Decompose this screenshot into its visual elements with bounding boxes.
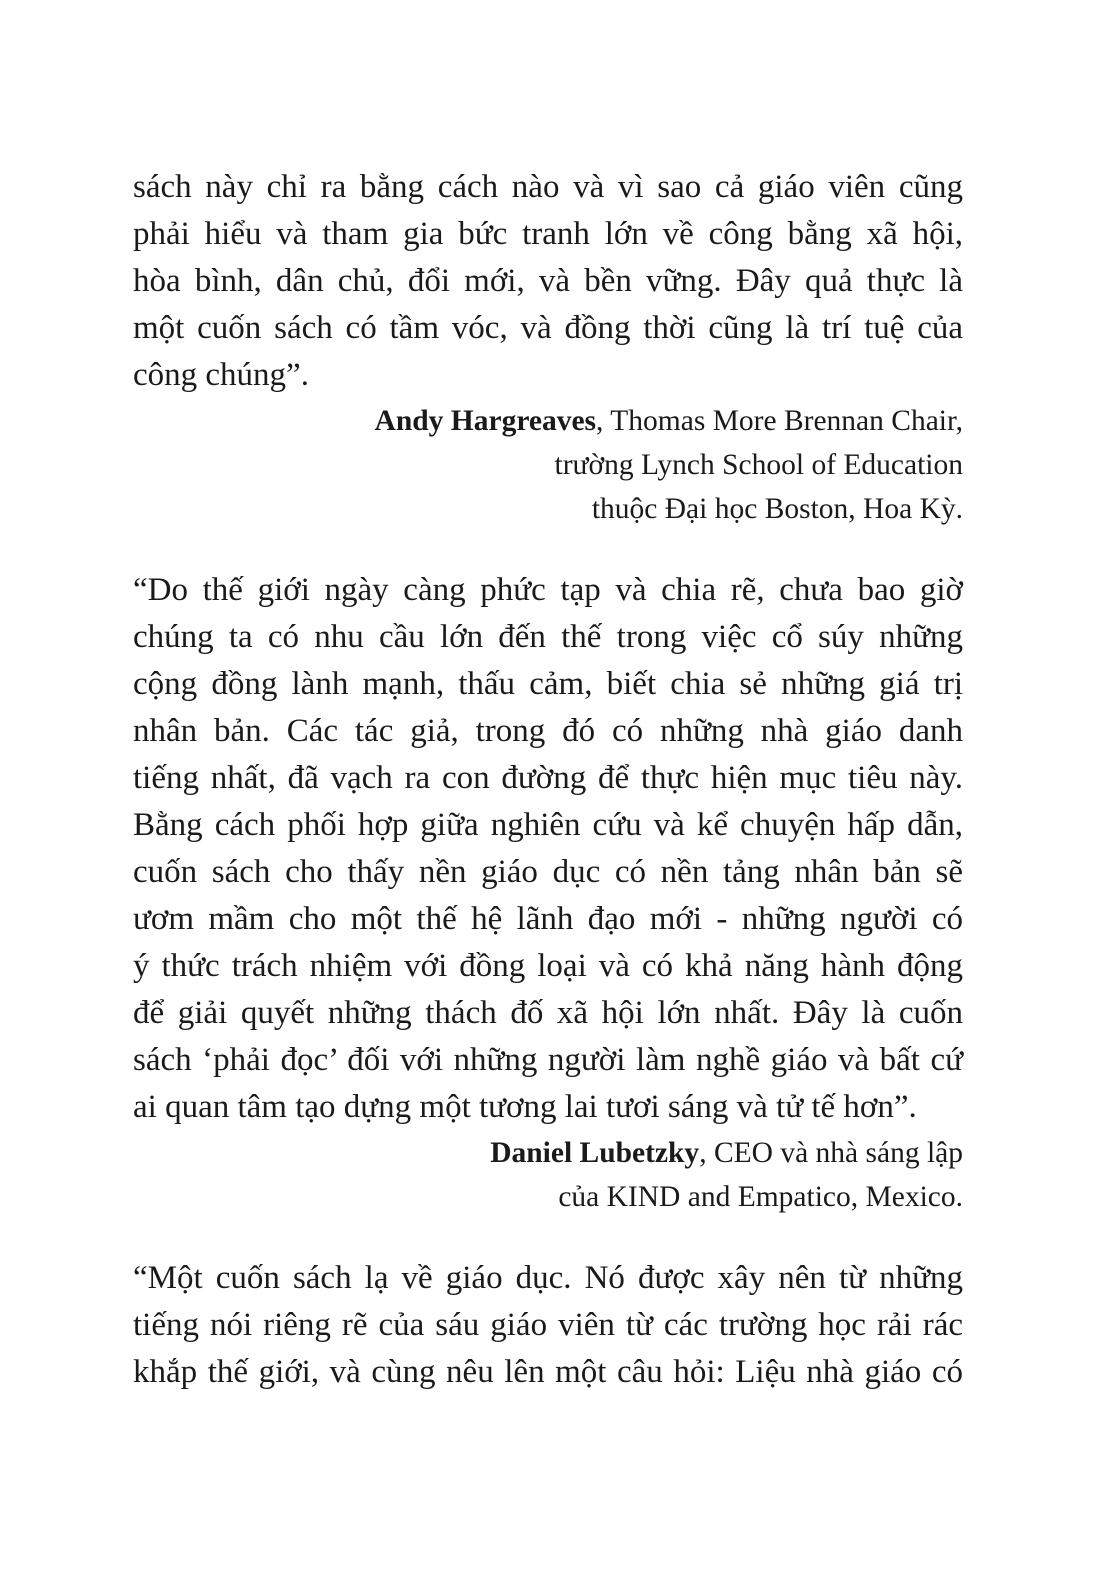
quote-2-line: để giải quyết những thách đố xã hội lớn nhất. Đây là cuốn: [133, 995, 963, 1031]
quote-1-line: sách này chỉ ra bằng cách nào và vì sao cả giáo viên cũng: [133, 169, 963, 205]
quote-2-line: nhân bản. Các tác giả, trong đó có những nhà giáo danh: [133, 713, 963, 749]
quote-1-line: phải hiểu và tham gia bức tranh lớn về công bằng xã hội,: [133, 216, 963, 252]
quote-2-line: ươm mầm cho một thế hệ lãnh đạo mới - những người có: [133, 901, 963, 937]
quote-2-line: tiếng nhất, đã vạch ra con đường để thực hiện mục tiêu này.: [133, 760, 963, 796]
attribution-1: [133, 399, 963, 531]
quote-2-line: cộng đồng lành mạnh, thấu cảm, biết chia sẻ những giá trị: [133, 666, 963, 702]
quote-2: [133, 567, 963, 1131]
quote-1-line: một cuốn sách có tầm vóc, và đồng thời cũng là trí tuệ của: [133, 310, 963, 346]
quote-2-line: Bằng cách phối hợp giữa nghiên cứu và kể chuyện hấp dẫn,: [133, 807, 963, 843]
attribution-2-line-1: [133, 1131, 963, 1175]
quote-2-line: sách ‘phải đọc’ đối với những người làm nghề giáo và bất cứ: [133, 1042, 963, 1078]
attribution-1-name: Andy Hargreaves: [374, 405, 597, 437]
quote-2-line: ý thức trách nhiệm với đồng loại và có khả năng hành động: [133, 948, 963, 984]
quote-3-line: tiếng nói riêng rẽ của sáu giáo viên từ các trường học rải rác: [133, 1307, 963, 1343]
attribution-2-line-2: của KIND and Empatico, Mexico.: [558, 1181, 963, 1213]
quote-3-line: khắp thế giới, và cùng nêu lên một câu hỏi: Liệu nhà giáo có: [133, 1354, 963, 1390]
quote-2-line: cuốn sách cho thấy nền giáo dục có nền tảng nhân bản sẽ: [133, 854, 963, 890]
quote-2-line: ai quan tâm tạo dựng một tương lai tươi sáng và tử tế hơn”.: [133, 1089, 917, 1125]
attribution-2-title: , CEO và nhà sáng lập: [699, 1137, 963, 1169]
quote-2-line: chúng ta có nhu cầu lớn đến thế trong việc cổ súy những: [133, 619, 963, 655]
attribution-1-line-2: trường Lynch School of Education: [554, 449, 963, 481]
attribution-1-title: , Thomas More Brennan Chair,: [596, 405, 963, 437]
quote-1-line: hòa bình, dân chủ, đổi mới, và bền vững. Đây quả thực là: [133, 263, 963, 299]
book-page: [133, 164, 963, 1396]
attribution-2-name: Daniel Lubetzky: [490, 1137, 700, 1169]
quote-1-line: công chúng”.: [133, 357, 309, 393]
attribution-1-line-3: thuộc Đại học Boston, Hoa Kỳ.: [591, 493, 963, 525]
spacer: [133, 1219, 963, 1255]
spacer: [133, 531, 963, 567]
attribution-1-line-1: [133, 399, 963, 443]
attribution-2: [133, 1131, 963, 1219]
quote-2-line: “Do thế giới ngày càng phức tạp và chia rẽ, chưa bao giờ: [133, 572, 963, 608]
quote-1: [133, 164, 963, 399]
quote-3-line: “Một cuốn sách lạ về giáo dục. Nó được xây nên từ những: [133, 1260, 963, 1296]
quote-3: [133, 1255, 963, 1396]
